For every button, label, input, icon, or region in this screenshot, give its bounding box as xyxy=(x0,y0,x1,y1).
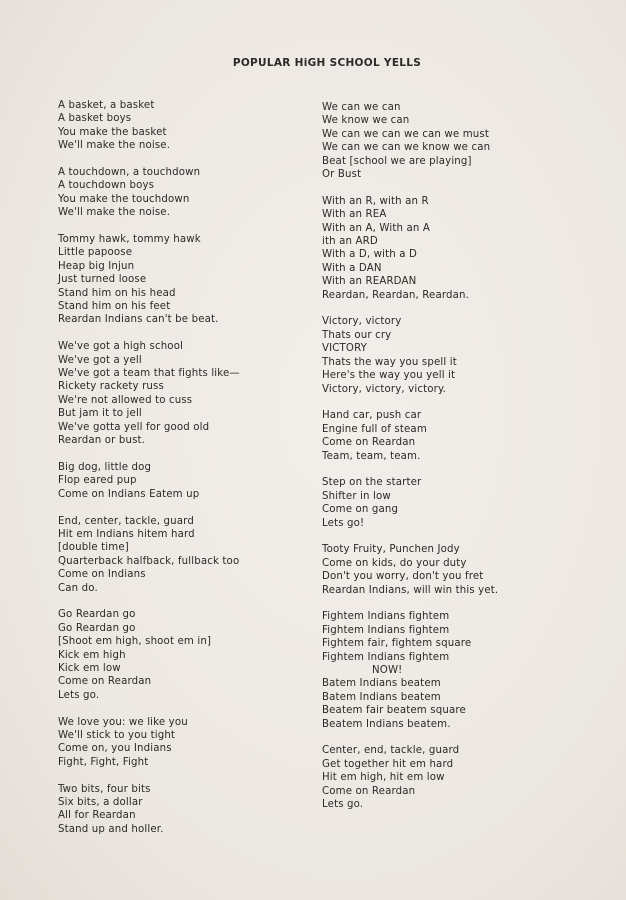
yell-line: Tommy hawk, tommy hawk xyxy=(58,234,201,246)
yell-line: NOW! xyxy=(372,664,403,676)
yell-line: Fightem Indians fightem xyxy=(322,611,450,623)
yell-line: Rickety rackety russ xyxy=(58,381,164,393)
yell-line: [double time] xyxy=(58,542,129,554)
yell-line: Don't you worry, don't you fret xyxy=(322,571,484,583)
left-column xyxy=(58,99,298,850)
yell-verse xyxy=(58,716,298,770)
yell-line: Lets go! xyxy=(322,517,365,529)
yell-line: Shifter in low xyxy=(322,490,391,502)
yell-line: A basket boys xyxy=(58,113,132,125)
yell-line: Big dog, little dog xyxy=(58,461,152,473)
yell-verse xyxy=(322,543,582,597)
yell-line: A touchdown boys xyxy=(58,180,155,192)
yell-line: Quarterback halfback, fullback too xyxy=(58,555,240,567)
yell-line: Fight, Fight, Fight xyxy=(58,756,149,768)
yell-line: Two bits, four bits xyxy=(58,783,151,795)
yell-line: We've got a team that fights like— xyxy=(58,368,240,380)
yell-verse xyxy=(322,610,582,731)
yell-line: We've gotta yell for good old xyxy=(58,421,210,433)
yell-line: Kick em high xyxy=(58,649,126,661)
right-column xyxy=(322,101,582,825)
yell-line: Reardan Indians, will win this yet. xyxy=(322,584,499,596)
yell-line: With a DAN xyxy=(322,262,382,274)
yell-line: Thats our cry xyxy=(322,329,392,341)
yell-line: Step on the starter xyxy=(322,477,422,489)
yell-verse xyxy=(322,195,582,302)
yell-verse xyxy=(58,340,298,447)
yell-line: Come on Reardan xyxy=(322,437,416,449)
yell-line: [Shoot em high, shoot em in] xyxy=(58,636,212,648)
yell-line: Stand up and holler. xyxy=(58,823,164,835)
yell-verse xyxy=(322,101,582,181)
yell-line: Or Bust xyxy=(322,169,362,181)
yell-line: Can do. xyxy=(58,582,98,594)
yell-verse xyxy=(322,315,582,395)
yell-line: Hit em Indians hitem hard xyxy=(58,528,195,540)
yell-line: We'll stick to you tight xyxy=(58,729,176,741)
yell-line: Six bits, a dollar xyxy=(58,797,143,808)
yell-line: Come on kids, do your duty xyxy=(322,557,467,569)
yell-line: Come on, you Indians xyxy=(58,743,172,755)
yell-line: Tooty Fruity, Punchen Jody xyxy=(322,544,460,556)
yell-line: Stand him on his head xyxy=(58,287,176,299)
yell-line: Beatem fair beatem square xyxy=(322,705,466,717)
yell-verse xyxy=(58,166,298,220)
yell-line: With an REARDAN xyxy=(322,276,417,288)
yell-line: ith an ARD xyxy=(322,236,378,248)
yell-line: With an R, with an R xyxy=(322,195,429,207)
yell-line: Batem Indians beatem xyxy=(322,691,441,703)
yell-line: We're not allowed to cuss xyxy=(58,394,193,406)
yell-verse xyxy=(322,409,582,463)
yell-line: Engine full of steam xyxy=(322,423,427,435)
yell-line: We'll make the noise. xyxy=(58,140,171,152)
yell-line: End, center, tackle, guard xyxy=(58,515,194,527)
yell-verse xyxy=(58,99,298,153)
yell-line: Little papoose xyxy=(58,247,133,259)
yell-line: Come on Indians Eatem up xyxy=(58,488,200,500)
yell-line: We can we can xyxy=(322,102,401,113)
yell-verse xyxy=(58,608,298,702)
yell-line: You make the touchdown xyxy=(58,193,190,205)
yell-line: You make the basket xyxy=(58,126,167,138)
yell-line: With an A, With an A xyxy=(322,222,431,234)
page-title: POPULAR HiGH SCHOOL YELLS xyxy=(232,57,422,69)
yell-line: Flop eared pup xyxy=(58,475,137,487)
yell-line: We can we can we know we can xyxy=(322,142,491,154)
yell-line: Just turned loose xyxy=(58,274,147,286)
yell-line: Thats the way you spell it xyxy=(322,356,457,368)
yell-verse xyxy=(58,461,298,501)
yell-line: Reardan, Reardan, Reardan. xyxy=(322,289,470,301)
yell-line: Batem Indians beatem xyxy=(322,678,441,690)
yell-line: We'll make the noise. xyxy=(58,207,171,219)
yell-line: But jam it to jell xyxy=(58,408,142,420)
yell-line: We know we can xyxy=(322,115,410,127)
yell-verse xyxy=(58,233,298,327)
yell-line: Stand him on his feet xyxy=(58,301,171,313)
yell-line: Go Reardan go xyxy=(58,622,136,634)
yell-line: We can we can we can we must xyxy=(322,128,489,140)
yell-line: We love you: we like you xyxy=(58,716,188,728)
yell-verse xyxy=(58,783,298,837)
yell-line: Kick em low xyxy=(58,662,121,674)
yell-line: Go Reardan go xyxy=(58,609,136,621)
yell-line: With an REA xyxy=(322,209,387,221)
yell-line: Heap big Injun xyxy=(58,260,135,272)
yell-line: Hand car, push car xyxy=(322,410,422,422)
yell-line: Come on Indians xyxy=(58,569,146,581)
yell-line: We've got a yell xyxy=(58,354,142,366)
yell-line: Lets go. xyxy=(322,799,364,811)
yell-line: VICTORY xyxy=(322,343,368,355)
yell-line: Team, team, team. xyxy=(322,450,421,462)
yell-line: Here's the way you yell it xyxy=(322,370,456,382)
yell-line: Come on Reardan xyxy=(58,676,152,688)
yell-line: Reardan Indians can't be beat. xyxy=(58,314,219,326)
yell-line: Beat [school we are playing] xyxy=(322,155,472,167)
yell-verse xyxy=(58,515,298,595)
yell-line: Lets go. xyxy=(58,689,100,701)
yell-line: We've got a high school xyxy=(58,341,184,353)
yell-line: Hit em high, hit em low xyxy=(322,772,445,784)
yell-line: All for Reardan xyxy=(58,810,136,822)
yell-line: Fightem Indians fightem xyxy=(322,624,450,636)
yell-line: Fightem fair, fightem square xyxy=(322,638,472,650)
yell-line: Victory, victory, victory. xyxy=(322,383,447,395)
yell-line: Come on gang xyxy=(322,504,399,516)
yell-line: Victory, victory xyxy=(322,316,402,328)
yell-line: Beatem Indians beatem. xyxy=(322,718,451,730)
yell-line: With a D, with a D xyxy=(322,249,418,261)
yell-line: Get together hit em hard xyxy=(322,758,454,770)
yell-line: Reardan or bust. xyxy=(58,435,146,447)
yell-line: Center, end, tackle, guard xyxy=(322,745,460,757)
yell-line: Fightem Indians fightem xyxy=(322,651,450,663)
yell-line: Come on Reardan xyxy=(322,785,416,797)
yell-line: A basket, a basket xyxy=(58,100,155,111)
yell-line: A touchdown, a touchdown xyxy=(58,167,201,179)
yell-verse xyxy=(322,744,582,811)
yell-verse xyxy=(322,476,582,530)
